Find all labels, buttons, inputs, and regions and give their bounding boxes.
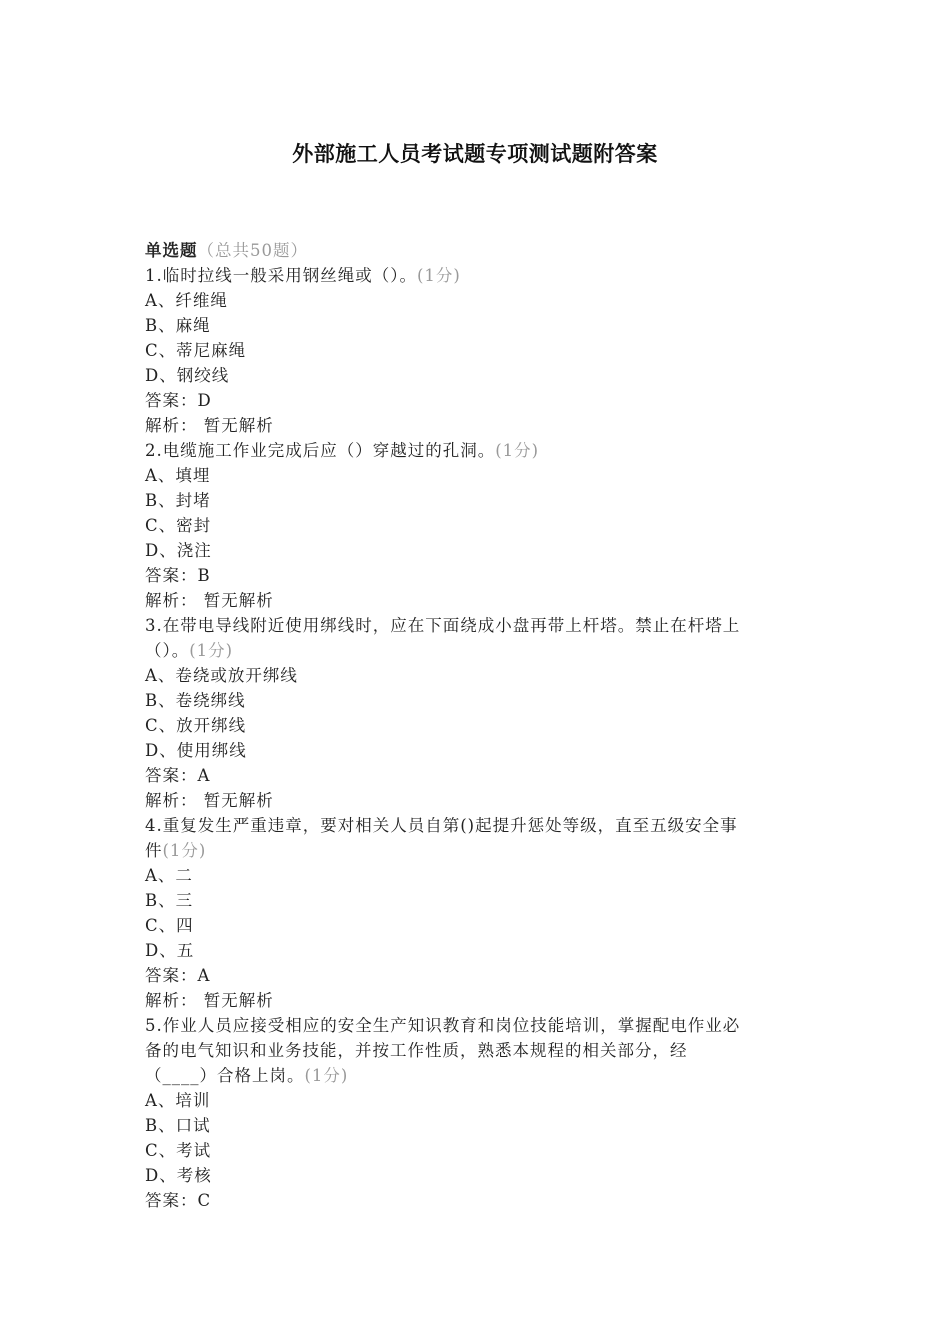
question-stem-continued xyxy=(145,638,810,663)
analysis-line: 解析： 暂无解析 xyxy=(145,591,274,610)
option-b: B、封堵 xyxy=(145,491,211,510)
section-count-note: （总共50题） xyxy=(197,241,308,260)
option-b: B、口试 xyxy=(145,1116,211,1135)
option-c: C、蒂尼麻绳 xyxy=(145,341,247,360)
question-score: (1分) xyxy=(162,841,207,860)
option-c: C、密封 xyxy=(145,516,212,535)
answer-line: 答案：D xyxy=(145,391,212,410)
option-d: D、使用绑线 xyxy=(145,741,247,760)
option-d: D、浇注 xyxy=(145,541,212,560)
option-c: C、放开绑线 xyxy=(145,716,247,735)
page-title: 外部施工人员考试题专项测试题附答案 xyxy=(292,141,658,166)
question-score: (1分) xyxy=(189,641,234,660)
answer-line: 答案：C xyxy=(145,1191,212,1210)
question-score: (1分) xyxy=(495,441,540,460)
question-stem-continued: 备的电气知识和业务技能，并按工作性质，熟悉本规程的相关部分，经 xyxy=(145,1041,688,1060)
option-a: A、卷绕或放开绑线 xyxy=(145,666,298,685)
question-text: 件 xyxy=(145,841,163,860)
option-c: C、考试 xyxy=(145,1141,212,1160)
option-a: A、二 xyxy=(145,866,193,885)
answer-line: 答案：A xyxy=(145,766,211,785)
option-b: B、三 xyxy=(145,891,194,910)
question-text: （）。 xyxy=(145,641,190,660)
question-stem xyxy=(145,438,810,463)
option-d: D、考核 xyxy=(145,1166,212,1185)
section-label: 单选题 xyxy=(145,241,198,260)
document-body xyxy=(145,238,810,1213)
answer-line: 答案：A xyxy=(145,966,211,985)
question-stem-continued xyxy=(145,1063,810,1088)
question-4 xyxy=(145,813,810,1013)
question-5 xyxy=(145,1013,810,1213)
question-1 xyxy=(145,263,810,438)
question-stem-continued xyxy=(145,838,810,863)
question-stem: 5.作业人员应接受相应的安全生产知识教育和岗位技能培训，掌握配电作业必 xyxy=(145,1016,741,1035)
question-text: 1.临时拉线一般采用钢丝绳或（）。 xyxy=(145,266,417,285)
question-stem: 3.在带电导线附近使用绑线时，应在下面绕成小盘再带上杆塔。禁止在杆塔上 xyxy=(145,616,741,635)
option-a: A、纤维绳 xyxy=(145,291,228,310)
question-2 xyxy=(145,438,810,613)
option-b: B、卷绕绑线 xyxy=(145,691,246,710)
question-stem: 4.重复发生严重违章，要对相关人员自第()起提升惩处等级，直至五级安全事 xyxy=(145,816,738,835)
analysis-line: 解析： 暂无解析 xyxy=(145,791,274,810)
option-d: D、钢绞线 xyxy=(145,366,230,385)
question-score: (1分) xyxy=(417,266,461,285)
option-a: A、培训 xyxy=(145,1091,211,1110)
question-3 xyxy=(145,613,810,813)
analysis-line: 解析： 暂无解析 xyxy=(145,416,274,435)
answer-line: 答案：B xyxy=(145,566,211,585)
question-text: 2.电缆施工作业完成后应（）穿越过的孔洞。 xyxy=(145,441,496,460)
option-a: A、填埋 xyxy=(145,466,211,485)
question-stem xyxy=(145,263,810,288)
option-c: C、四 xyxy=(145,916,194,935)
question-score: (1分) xyxy=(304,1066,349,1085)
section-heading xyxy=(145,238,810,263)
analysis-line: 解析： 暂无解析 xyxy=(145,991,274,1010)
option-d: D、五 xyxy=(145,941,195,960)
question-text: （____）合格上岗。 xyxy=(145,1066,305,1085)
option-b: B、麻绳 xyxy=(145,316,211,335)
